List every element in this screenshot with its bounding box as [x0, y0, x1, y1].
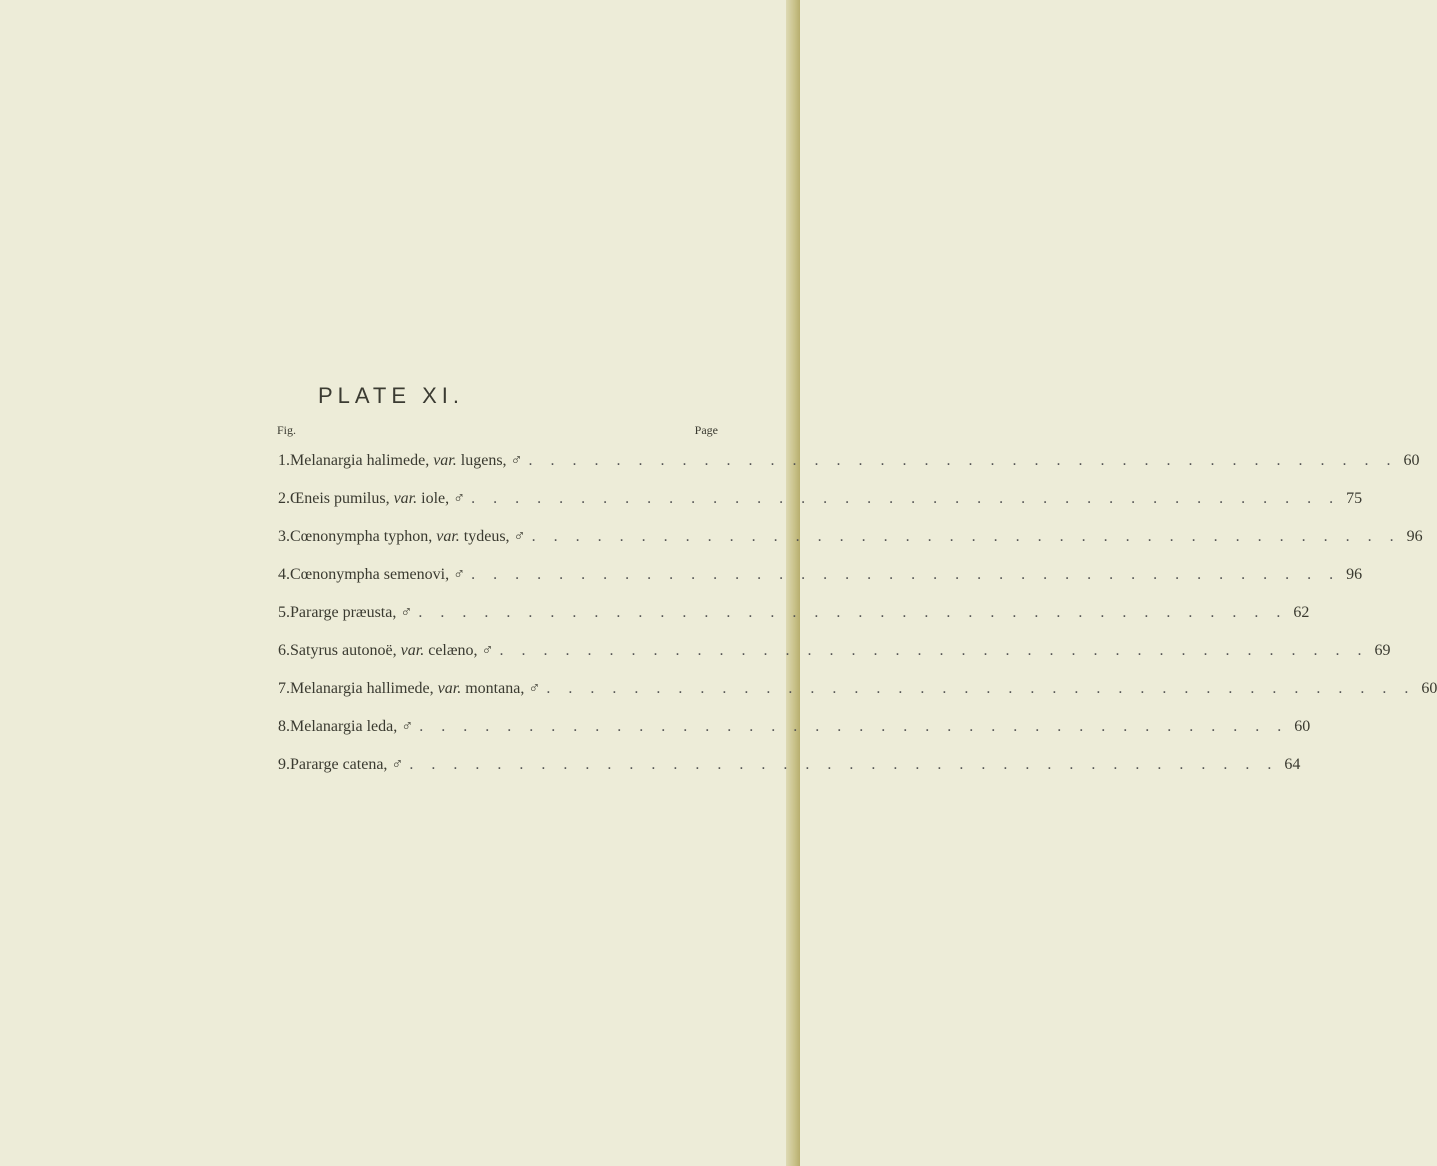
variety: celæno, ♂: [428, 642, 494, 659]
list-item: [278, 718, 1311, 738]
var-label: var.: [437, 680, 462, 697]
species: Cœnonympha semenovi, ♂: [290, 566, 466, 583]
list-item: [278, 756, 1301, 776]
list-item: [278, 528, 1423, 548]
variety: tydeus, ♂: [463, 528, 526, 545]
species: Pararge catena, ♂: [290, 756, 404, 773]
fig-number: 1.: [278, 452, 290, 469]
species-name: [290, 452, 523, 470]
list-item: [278, 490, 1363, 510]
page-number: 69: [1374, 642, 1391, 659]
species-name: [290, 490, 465, 508]
leader-dots: . . . . . . . . . . . . . . . . . . . . . . . . . . . . . . . . . . . . . . . .: [531, 528, 1401, 545]
fig-number: 2.: [278, 490, 290, 507]
leader-dots: . . . . . . . . . . . . . . . . . . . . . . . . . . . . . . . . . . . . . . . .: [499, 642, 1369, 659]
variety: lugens, ♂: [460, 452, 523, 469]
fig-number: 9.: [278, 756, 290, 773]
page-number: 64: [1284, 756, 1301, 773]
species: Melanargia hallimede,: [290, 680, 434, 697]
leader-dots: . . . . . . . . . . . . . . . . . . . . . . . . . . . . . . . . . . . . . . . .: [528, 452, 1398, 469]
page-number: 96: [1406, 528, 1423, 545]
page-number: 60: [1421, 680, 1437, 697]
leader-dots: . . . . . . . . . . . . . . . . . . . . . . . . . . . . . . . . . . . . . . . .: [409, 756, 1279, 773]
fig-number: 4.: [278, 566, 290, 583]
species: Melanargia leda, ♂: [290, 718, 414, 735]
page-number: 75: [1346, 490, 1363, 507]
plate-title: PLATE XI.: [317, 383, 465, 408]
fig-number: 7.: [278, 680, 290, 697]
variety: montana, ♂: [465, 680, 541, 697]
list-item: [278, 566, 1363, 586]
page-number: 62: [1293, 604, 1310, 621]
leader-dots: . . . . . . . . . . . . . . . . . . . . . . . . . . . . . . . . . . . . . . . .: [546, 680, 1416, 697]
list-item: [278, 604, 1310, 624]
leader-dots: . . . . . . . . . . . . . . . . . . . . . . . . . . . . . . . . . . . . . . . .: [418, 604, 1288, 621]
list-item: [278, 452, 1420, 472]
species-name: [290, 528, 526, 546]
page-number: 60: [1294, 718, 1311, 735]
species-name: [290, 756, 403, 774]
species: Melanargia halimede,: [290, 452, 430, 469]
var-label: var.: [436, 528, 460, 545]
variety: iole, ♂: [421, 490, 466, 507]
fig-number: 3.: [278, 528, 290, 545]
var-label: var.: [393, 490, 418, 507]
leader-dots: . . . . . . . . . . . . . . . . . . . . . . . . . . . . . . . . . . . . . . . .: [471, 490, 1341, 507]
species: Cœnonympha typhon,: [290, 528, 433, 545]
species-name: [290, 680, 540, 698]
species-name: [290, 566, 465, 584]
species-name: [290, 604, 412, 622]
fig-column-header: Fig.: [277, 423, 297, 437]
list-item: [278, 642, 1391, 662]
var-label: var.: [433, 452, 457, 469]
fig-number: 5.: [278, 604, 290, 621]
var-label: var.: [400, 642, 425, 659]
fig-number: 6.: [278, 642, 290, 659]
fig-number: 8.: [278, 718, 290, 735]
species: Pararge præusta, ♂: [290, 604, 413, 621]
species: Œneis pumilus,: [290, 490, 390, 507]
list-item: [278, 680, 1437, 700]
species: Satyrus autonoë,: [290, 642, 397, 659]
species-name: [290, 718, 413, 736]
page-column-header: Page: [694, 423, 718, 437]
leader-dots: . . . . . . . . . . . . . . . . . . . . . . . . . . . . . . . . . . . . . . . .: [471, 566, 1341, 583]
species-name: [290, 642, 494, 660]
page-number: 60: [1403, 452, 1420, 469]
page-number: 96: [1346, 566, 1363, 583]
leader-dots: . . . . . . . . . . . . . . . . . . . . . . . . . . . . . . . . . . . . . . . .: [419, 718, 1289, 735]
